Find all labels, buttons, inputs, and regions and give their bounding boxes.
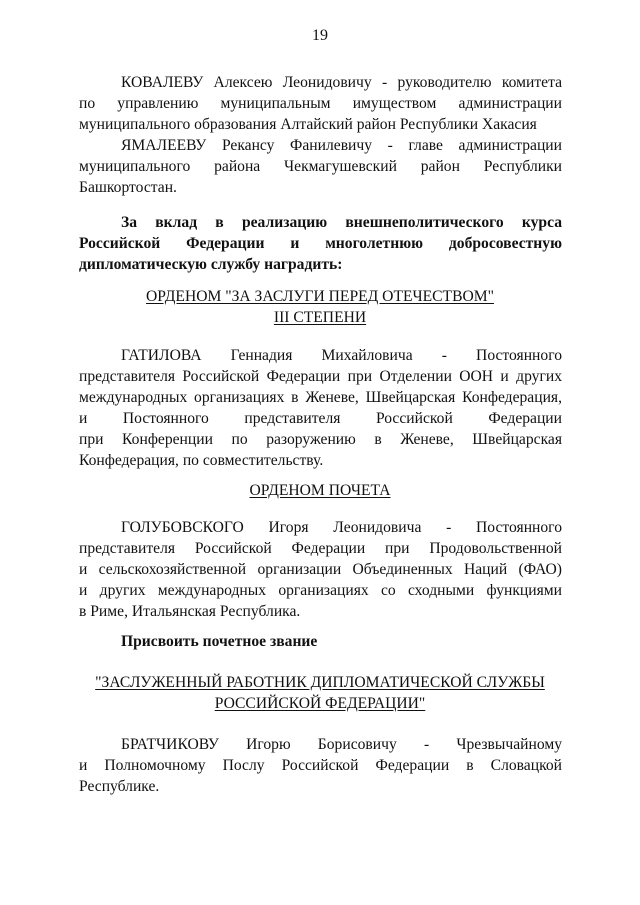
award-title-line: "ЗАСЛУЖЕННЫЙ РАБОТНИК ДИПЛОМАТИЧЕСКОЙ СЛУЖБЫ: [95, 674, 545, 691]
award-title-line: III СТЕПЕНИ: [273, 309, 367, 326]
recipient-entry: [79, 135, 562, 198]
recipient-line: ГОЛУБОВСКОГО Игоря Леонидовича - Постоянного: [121, 519, 562, 536]
award-title-order-honour: [60, 480, 580, 501]
recipient-bratchikov: [79, 734, 562, 797]
recipient-line: КОВАЛЕВУ Алексею Леонидовичу - руководителю комитета: [121, 74, 562, 91]
decree-intro-line: Российской Федерации и многолетнюю добросовестную: [79, 235, 562, 252]
recipient-line: БРАТЧИКОВУ Игорю Борисовичу - Чрезвычайному: [121, 736, 562, 753]
recipient-line: Конфедерация, по совместительству.: [79, 452, 324, 469]
recipient-line: при Конференции по разоружению в Женеве, Швейцарская: [79, 431, 562, 448]
honorary-intro: [79, 631, 562, 652]
recipient-golubovsky: [79, 517, 562, 622]
recipient-line: по управлению муниципальным имуществом администрации: [79, 95, 562, 112]
recipient-line: представителя Российской Федерации при Отделении ООН и других: [79, 368, 562, 385]
award-title-order-merit: [60, 286, 580, 328]
recipient-line: в Риме, Итальянская Республика.: [79, 603, 301, 620]
recipient-line: ЯМАЛЕЕВУ Рекансу Фанилевичу - главе администрации: [121, 137, 562, 154]
recipient-line: и сельскохозяйственной организации Объединенных Наций (ФАО): [79, 561, 562, 578]
recipient-line: международных организациях в Женеве, Швейцарская Конфедерация,: [79, 389, 562, 406]
recipient-line: ГАТИЛОВА Геннадия Михайловича - Постоянного: [121, 347, 562, 364]
recipient-line: Республике.: [79, 778, 160, 795]
recipient-line: и других международных организациях со сходными функциями: [79, 582, 562, 599]
award-title-honoured-diplomat: [60, 672, 580, 714]
recipient-entry: [79, 72, 562, 135]
recipient-line: и Полномочному Послу Российской Федерации в Словацкой: [79, 757, 562, 774]
decree-intro: [79, 212, 562, 275]
recipient-line: представителя Российской Федерации при Продовольственной: [79, 540, 562, 557]
decree-intro-line: дипломатическую службу наградить:: [79, 256, 343, 273]
award-list-top: [79, 72, 562, 198]
award-title-line: ОРДЕНОМ "ЗА ЗАСЛУГИ ПЕРЕД ОТЕЧЕСТВОМ": [146, 288, 494, 305]
recipient-line: и Постоянного представителя Российской Федерации: [79, 410, 562, 427]
recipient-line: Башкортостан.: [79, 179, 177, 196]
page-number: 19: [312, 27, 328, 44]
recipient-line: муниципального образования Алтайский район Республики Хакасия: [79, 116, 537, 133]
recipient-gatilov: [79, 345, 562, 471]
recipient-line: муниципального района Чекмагушевский район Республики: [79, 158, 562, 175]
honorary-intro-line: Присвоить почетное звание: [121, 633, 318, 650]
award-title-line: РОССИЙСКОЙ ФЕДЕРАЦИИ": [214, 695, 426, 712]
award-title-line: ОРДЕНОМ ПОЧЕТА: [249, 482, 391, 499]
decree-intro-line: За вклад в реализацию внешнеполитического курса: [121, 214, 562, 231]
